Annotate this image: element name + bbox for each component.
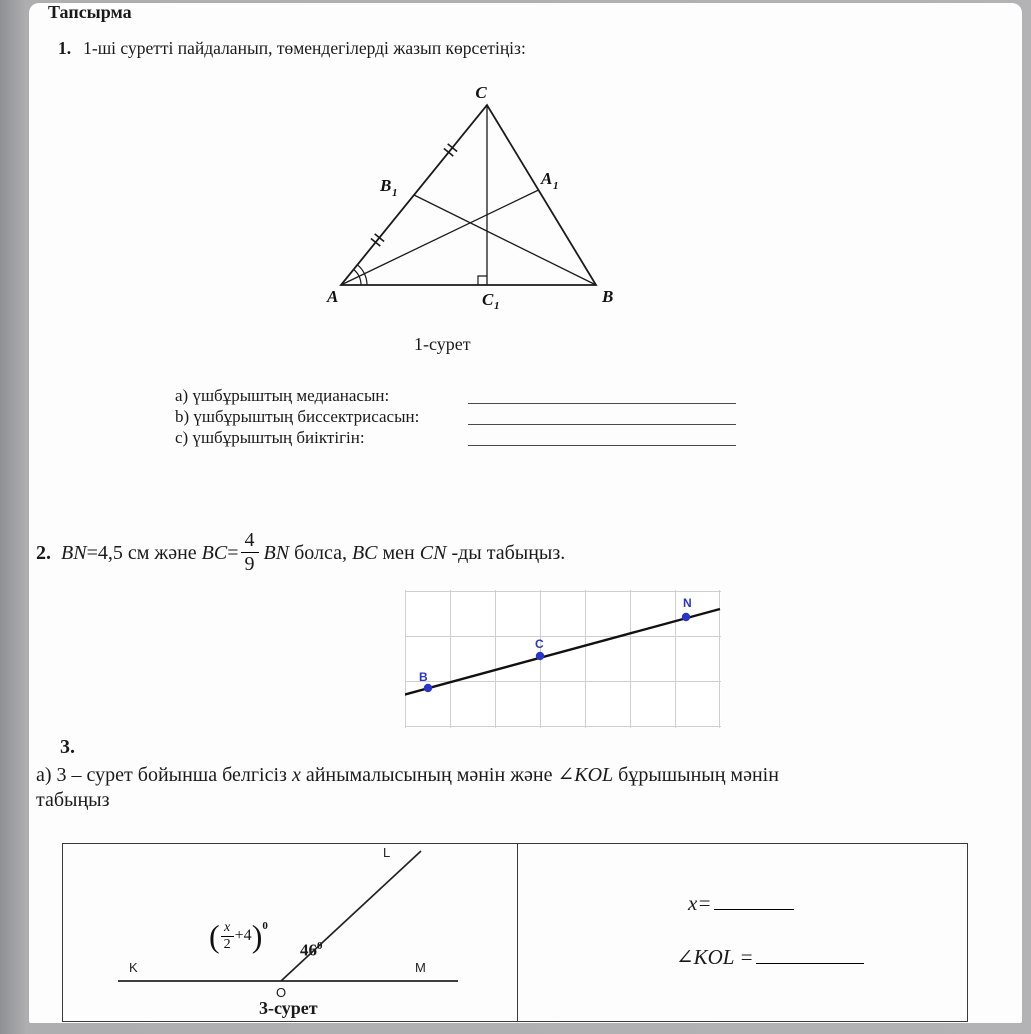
line-through-BCN — [405, 609, 720, 695]
problem2-bn2: BN — [263, 542, 290, 565]
expr-numerator: x — [224, 920, 231, 936]
problem1-prompt: 1-ші суретті пайдаланып, төмендегілерді жазып көрсетіңіз: — [83, 38, 526, 58]
vertex-A-label: A — [327, 287, 339, 306]
point-B1-sub: 1 — [392, 187, 398, 199]
problem2-bc2: BC — [351, 542, 378, 565]
problem2-mid: болса, — [289, 542, 352, 565]
label-O: O — [276, 985, 287, 1000]
figure1-triangle — [325, 85, 625, 310]
vertex-B-label: B — [602, 287, 614, 306]
point-B1-label: B — [380, 176, 392, 195]
angle-46-value: 46 — [300, 940, 317, 960]
item-a-blank — [468, 386, 736, 404]
problem1-number: 1. — [58, 38, 72, 58]
problem3-text-mid: айнымалысының мәнін және — [300, 764, 558, 786]
problem2-bn1: BN — [61, 542, 87, 565]
figure1-caption: 1-сурет — [414, 334, 471, 354]
bisector-AA1 — [341, 190, 539, 285]
expr-fraction — [221, 920, 234, 952]
answers-cell — [518, 844, 967, 1021]
item-b-blank — [468, 407, 736, 425]
ray-OL — [281, 851, 421, 981]
triangle-outline — [341, 105, 596, 285]
item-a-label: a) үшбұрыштың медианасын: — [175, 386, 390, 405]
problem3-var-x: x — [291, 764, 301, 786]
point-N-dot — [682, 613, 690, 621]
expr-denominator: 2 — [221, 936, 234, 952]
answer-table — [62, 843, 968, 1022]
point-N-label: N — [683, 596, 692, 610]
point-C-dot — [536, 652, 544, 660]
point-A1-sub: 1 — [553, 180, 559, 192]
problem2-bc1: BC — [201, 542, 228, 565]
problem2-eq2: = — [227, 542, 239, 565]
item-c-label: c) үшбұрыштың биіктігін: — [175, 428, 365, 447]
problem1-item-b — [175, 407, 419, 428]
expr-open-paren: ( — [209, 918, 220, 954]
fraction-numerator: 4 — [244, 529, 255, 551]
figure3-cell — [63, 844, 518, 1021]
item-b-label: b) үшбұрыштың биссектрисасын: — [175, 407, 420, 426]
problem2-men: мен — [377, 542, 420, 565]
point-C1-label: C — [482, 290, 494, 309]
problem2-number: 2. — [36, 542, 51, 565]
item-c-blank — [468, 428, 736, 446]
answer-x-row — [688, 890, 794, 916]
expr-close-paren: ) — [251, 918, 263, 954]
label-K: K — [129, 960, 138, 975]
problem3-line1 — [36, 762, 779, 787]
angle-46-label — [300, 940, 323, 961]
point-B-dot — [424, 684, 432, 692]
label-L: L — [383, 845, 391, 860]
expr-degree: 0 — [262, 920, 268, 932]
answer-kol-row — [676, 944, 864, 970]
problem1-item-a — [175, 386, 389, 407]
fraction-denominator: 9 — [241, 552, 259, 576]
fraction-4-9 — [241, 529, 259, 576]
page-title: Тапсырма — [48, 2, 132, 22]
answer-x-blank — [714, 890, 794, 910]
problem3-angle-kol: ∠KOL — [557, 764, 614, 786]
answer-x-label: x= — [688, 891, 712, 915]
answer-kol-label: ∠KOL = — [676, 945, 754, 969]
expr-plus4: +4 — [234, 927, 252, 944]
grid-lines — [405, 590, 721, 728]
problem3-line2: табыңыз — [36, 789, 110, 811]
problem1-statement — [58, 38, 526, 59]
problem3-text-pre: a) 3 – сурет бойынша белгісіз — [36, 764, 292, 786]
problem3-text-post: бұрышының мәнін — [613, 764, 779, 786]
problem3-number: 3. — [60, 736, 75, 758]
point-C1-sub: 1 — [494, 300, 500, 310]
problem2-eq1: =4,5 см және — [86, 542, 202, 565]
point-C-label: C — [535, 637, 544, 651]
point-A1-label: A — [541, 169, 553, 188]
answer-kol-blank — [756, 944, 864, 964]
figure3-rays — [63, 844, 515, 1020]
right-angle-mark — [478, 276, 487, 285]
problem2-statement — [36, 529, 565, 580]
figure2-graph — [405, 590, 721, 728]
problem2-cn: CN — [419, 542, 447, 565]
angle-expression — [209, 920, 268, 952]
figure3-caption: 3-сурет — [259, 998, 318, 1018]
problem1-item-c — [175, 428, 365, 449]
vertex-C-label: C — [475, 85, 487, 102]
angle-46-degree: 0 — [317, 940, 323, 952]
problem2-tail: -ды табыңыз. — [446, 542, 566, 565]
label-M: M — [415, 960, 426, 975]
point-B-label: B — [419, 670, 428, 684]
